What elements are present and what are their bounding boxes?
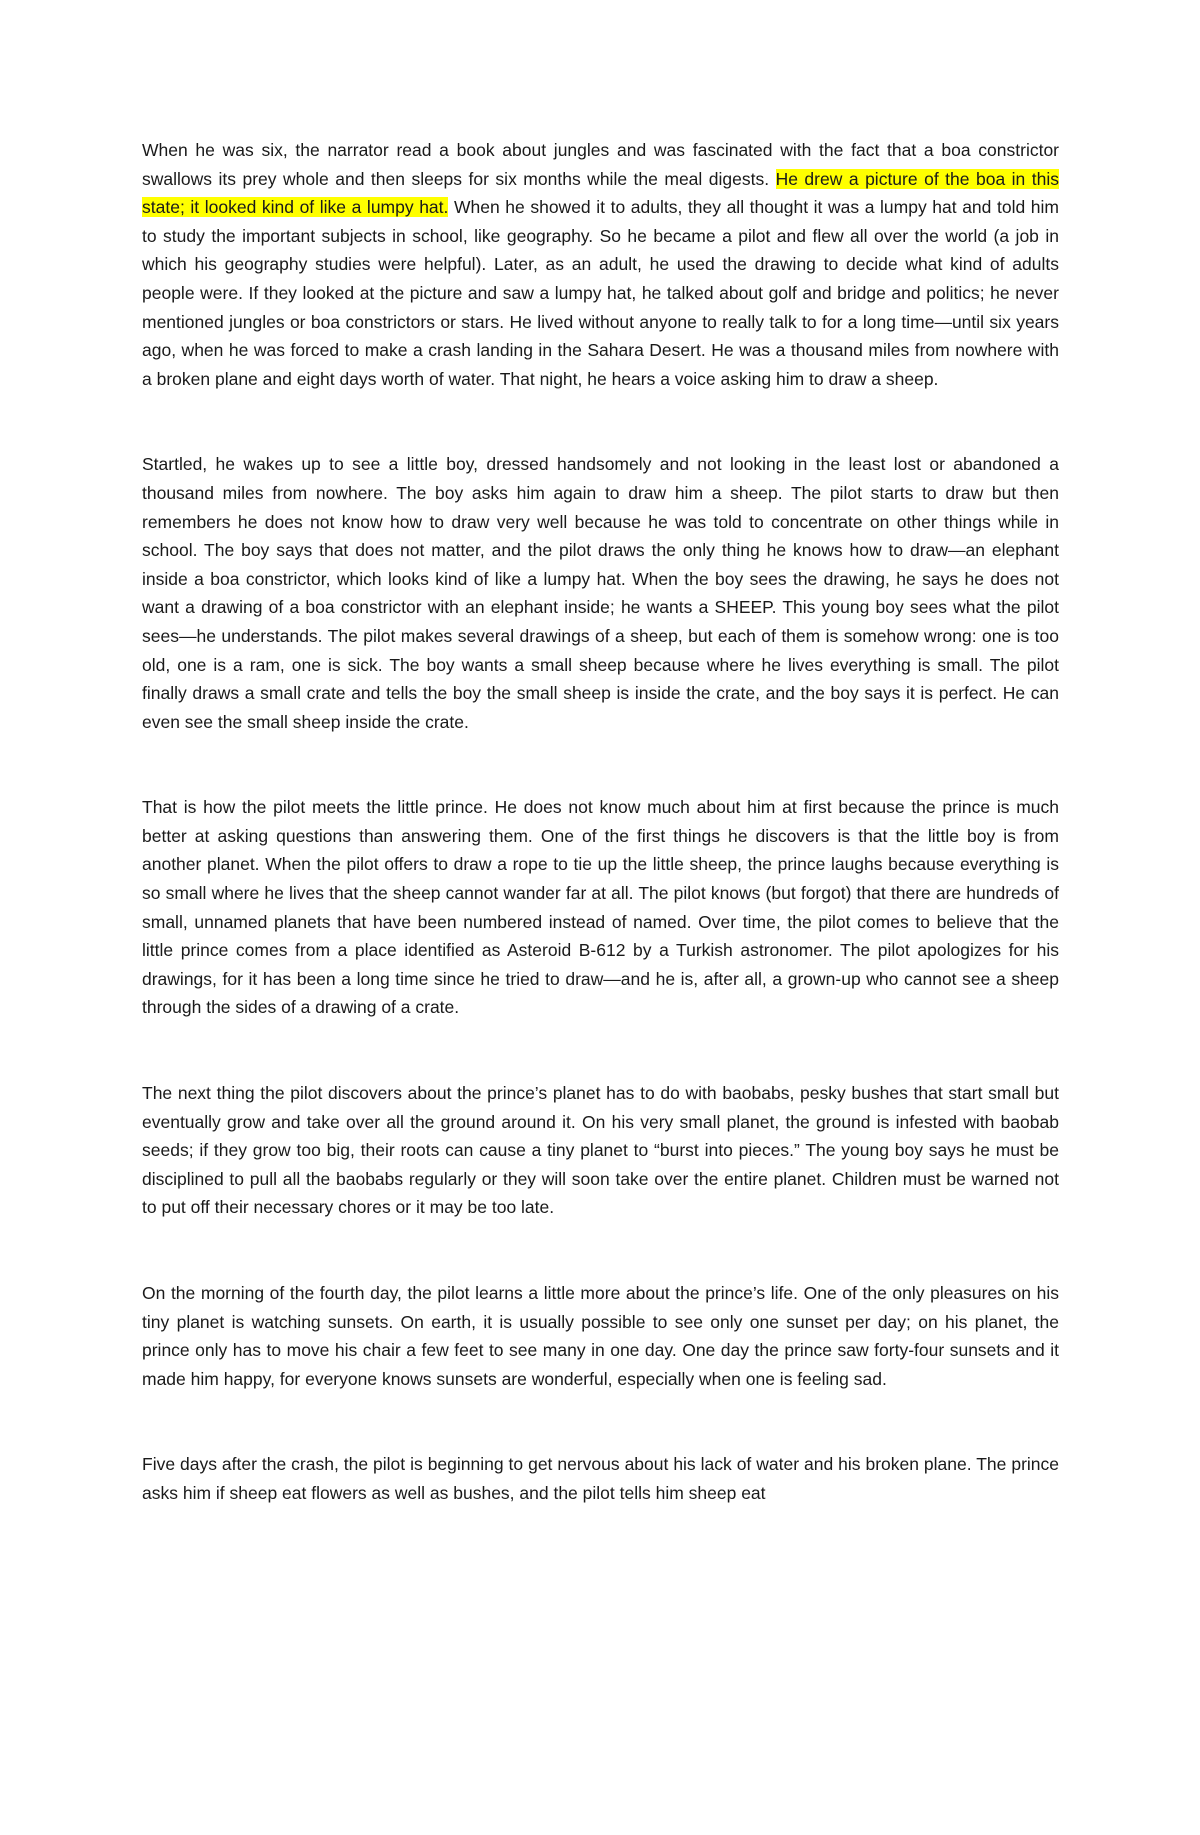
paragraph-3: That is how the pilot meets the little prince. He does not know much about him at first because the prince is much better at asking questions than answering them. One of the first things he discovers is that the little boy is from another planet. When the pilot offers to draw a rope to tie up the little sheep, the prince laughs because everything is so small where he lives that the sheep cannot wander far at all. The pilot knows (but forgot) that there are hundreds of small, unnamed planets that have been numbered instead of named. Over time, the pilot comes to believe that the little prince comes from a place identified as Asteroid B-612 by a Turkish astronomer. The pilot apologizes for his drawings, for it has been a long time since he tried to draw—and he is, after all, a grown-up who cannot see a sheep through the sides of a drawing of a crate.: [142, 797, 1059, 1018]
paragraph-4: The next thing the pilot discovers about the prince’s planet has to do with baobabs, pesky bushes that start small but eventually grow and take over all the ground around it. On his very small planet, the ground is infested with baobab seeds; if they grow too big, their roots can cause a tiny planet to “burst into pieces.” The young boy says he must be disciplined to pull all the baobabs regularly or they will soon take over the entire planet. Children must be warned not to put off their necessary chores or it may be too late.: [142, 1083, 1059, 1218]
highlighted-text: He drew a picture of the boa in this state; it looked kind of like a lumpy hat.: [142, 168, 1059, 218]
paragraph-1-text-end: When he showed it to adults, they all thought it was a lumpy hat and told him to study the important subjects in school, like geography. So he became a pilot and flew all over the world (a job in which his geography studies were helpful). Later, as an adult, he used the drawing to decide what kind of adults people were. If they looked at the picture and saw a lumpy hat, he talked about golf and bridge and politics; he never mentioned jungles or boa constrictors or stars. He lived without anyone to really talk to for a long time—until six years ago, when he was forced to make a crash landing in the Sahara Desert. He was a thousand miles from nowhere with a broken plane and eight days worth of water. That night, he hears a voice asking him to draw a sheep.: [142, 197, 1059, 389]
paragraph-2: Startled, he wakes up to see a little boy, dressed handsomely and not looking in the least lost or abandoned a thousand miles from nowhere. The boy asks him again to draw him a sheep. The pilot starts to draw but then remembers he does not know how to draw very well because he was told to concentrate on other things while in school. The boy says that does not matter, and the pilot draws the only thing he knows how to draw—an elephant inside a boa constrictor, which looks kind of like a lumpy hat. When the boy sees the drawing, he says he does not want a drawing of a boa constrictor with an elephant inside; he wants a SHEEP. This young boy sees what the pilot sees—he understands. The pilot makes several drawings of a sheep, but each of them is somehow wrong: one is too old, one is a ram, one is sick. The boy wants a small sheep because where he lives everything is small. The pilot finally draws a small crate and tells the boy the small sheep is inside the crate, and the boy says it is perfect. He can even see the small sheep inside the crate.: [142, 454, 1059, 732]
document-page: [142, 136, 1059, 1508]
paragraph-1-text-start: When he was six, the narrator read a book about jungles and was fascinated with the fact that a boa constrictor swallows its prey whole and then sleeps for six months while the meal digests.: [142, 140, 1059, 189]
paragraph-1: [142, 136, 1059, 393]
paragraph-6: Five days after the crash, the pilot is beginning to get nervous about his lack of water and his broken plane. The prince asks him if sheep eat flowers as well as bushes, and the pilot tells him sheep eat: [142, 1454, 1059, 1503]
paragraph-5: On the morning of the fourth day, the pilot learns a little more about the prince’s life. One of the only pleasures on his tiny planet is watching sunsets. On earth, it is usually possible to see only one sunset per day; on his planet, the prince only has to move his chair a few feet to see many in one day. One day the prince saw forty-four sunsets and it made him happy, for everyone knows sunsets are wonderful, especially when one is feeling sad.: [142, 1283, 1059, 1389]
